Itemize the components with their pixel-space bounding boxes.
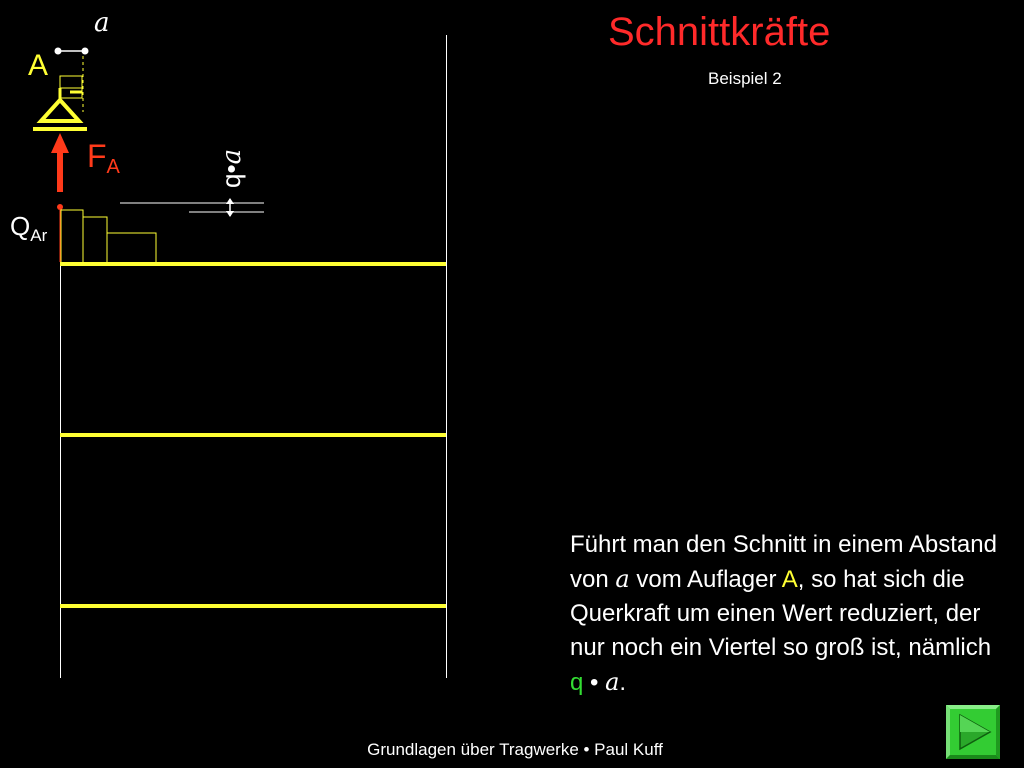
force-label-main: F: [87, 138, 107, 174]
explain-part-2: vom Auflager: [629, 566, 782, 593]
qa-label-q: q: [216, 173, 246, 188]
load-block-small: [60, 76, 82, 88]
qa-label-a: a: [217, 148, 247, 165]
explanation-text: [570, 528, 1010, 700]
slide-subtitle: Beispiel 2: [708, 69, 782, 88]
qa-label: [216, 149, 247, 188]
dimension-a-label: a: [94, 8, 110, 38]
next-slide-button[interactable]: [946, 705, 1000, 759]
shear-step-2: [83, 217, 107, 263]
explain-part-3: , so hat sich die Querkraft um einen Wert reduziert, der nur noch ein Viertel so groß ist, nämlich: [570, 566, 992, 661]
force-dot: [57, 204, 63, 210]
shear-label: [10, 211, 47, 246]
shear-step-1: [61, 210, 83, 263]
support-label: A: [28, 49, 49, 82]
explain-var-a: a: [615, 565, 630, 593]
qa-arrow-up: [226, 198, 234, 204]
force-label: [87, 138, 120, 179]
explain-part-4: •: [583, 669, 606, 696]
force-arrow-head: [51, 133, 69, 153]
qa-label-dot: •: [216, 164, 246, 174]
qa-arrow-down: [226, 211, 234, 217]
explain-var-q: q: [570, 669, 584, 696]
shear-label-sub: Ar: [30, 226, 48, 245]
explain-part-1: Führt man den Schnitt in einem Abstand von: [570, 531, 997, 593]
dimension-a-dot-left: [55, 48, 62, 55]
shear-step-3: [107, 233, 156, 263]
slide-title: Schnittkräfte: [608, 10, 831, 54]
next-arrow-icon: [946, 705, 1000, 759]
explain-support-A: A: [781, 566, 798, 593]
explain-var-a-2: a: [605, 668, 620, 696]
shear-label-main: Q: [10, 211, 31, 241]
dimension-a-dot-right: [82, 48, 89, 55]
support-triangle: [41, 100, 79, 121]
explain-part-5: .: [619, 669, 627, 696]
force-label-sub: A: [106, 156, 120, 178]
slide-footer: Grundlagen über Tragwerke • Paul Kuff: [367, 740, 663, 759]
